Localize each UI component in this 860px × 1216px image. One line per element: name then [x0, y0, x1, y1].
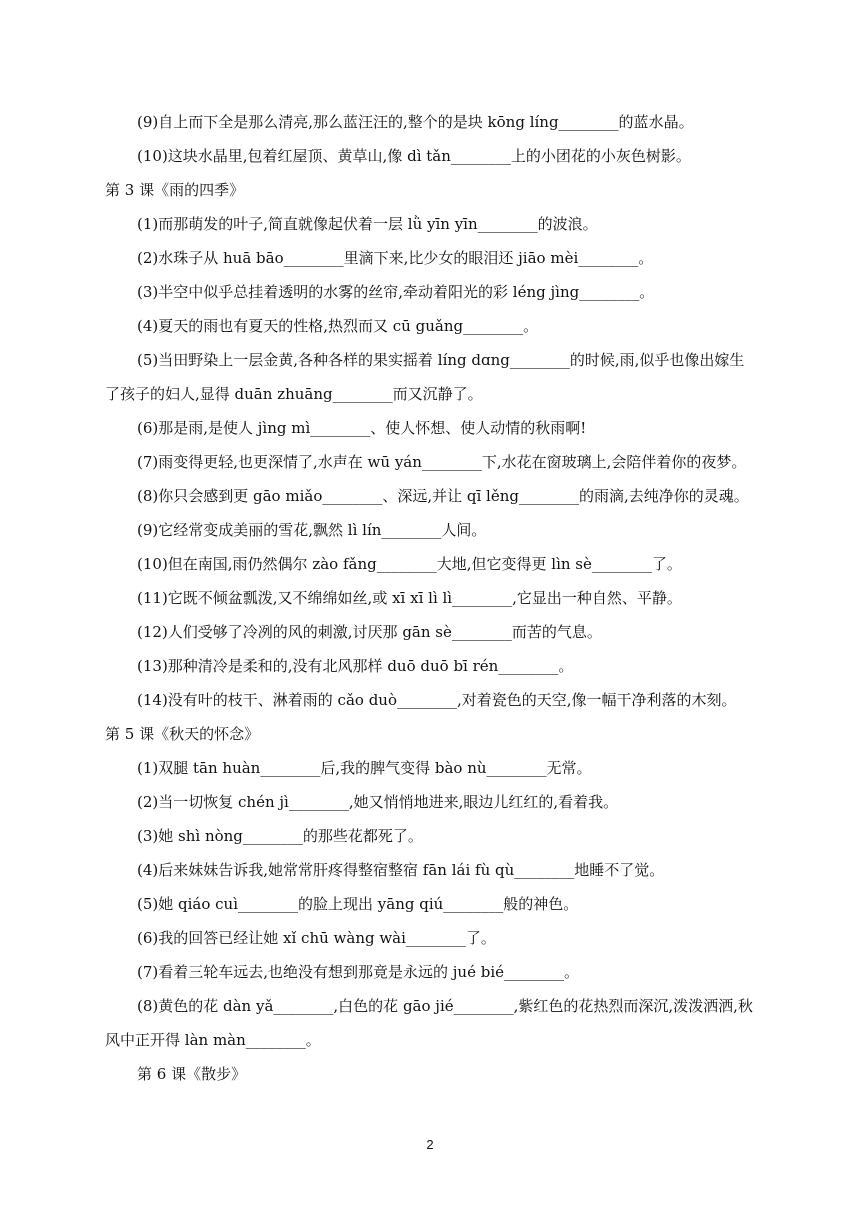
question-6-lesson5: (6)我的回答已经让她 xǐ chū wàng wài________了。	[137, 929, 496, 947]
lesson-6-heading: 第 6 课《散步》	[137, 1065, 247, 1083]
question-1-lesson5: (1)双腿 tān huàn________后,我的脾气变得 bào nù________无常。	[137, 759, 592, 777]
question-8-lesson5: (8)黄色的花 dàn yǎ________,白色的花 gāo jié________,紫红色的花热烈而深沉,泼泼洒洒,秋	[137, 997, 753, 1015]
question-4-lesson5: (4)后来妹妹告诉我,她常常肝疼得整宿整宿 fān lái fù qù________地睡不了觉。	[137, 861, 665, 879]
question-7-lesson5: (7)看着三轮车远去,也绝没有想到那竟是永远的 jué bié________。	[137, 963, 580, 981]
question-12-lesson3: (12)人们受够了冷冽的风的刺激,讨厌那 gān sè________而苦的气息。	[137, 623, 602, 641]
question-14-lesson3: (14)没有叶的枝干、淋着雨的 cǎo duò________,对着瓷色的天空,像一幅干净利落的木刻。	[137, 691, 737, 709]
question-5-lesson5: (5)她 qiáo cuì________的脸上现出 yāng qiú________般的神色。	[137, 895, 579, 913]
question-11-lesson3: (11)它既不倾盆瓢泼,又不绵绵如丝,或 xī xī lì lì________,它显出一种自然、平静。	[137, 589, 682, 607]
question-13-lesson3: (13)那种清冷是柔和的,没有北风那样 duō duō bī rén________。	[137, 657, 574, 675]
question-4-lesson3: (4)夏天的雨也有夏天的性格,热烈而又 cū guǎng________。	[137, 317, 539, 335]
question-8-lesson5-cont: 风中正开得 làn màn________。	[105, 1031, 321, 1049]
question-3-lesson5: (3)她 shì nòng________的那些花都死了。	[137, 827, 423, 845]
question-2-lesson5: (2)当一切恢复 chén jì________,她又悄悄地进来,眼边儿红红的,看着我。	[137, 793, 619, 811]
question-10-lesson2: (10)这块水晶里,包着红屋顶、黄草山,像 dì tǎn________上的小团花的小灰色树影。	[137, 147, 691, 165]
question-6-lesson3: (6)那是雨,是使人 jìng mì________、使人怀想、使人动情的秋雨啊!	[137, 419, 587, 437]
question-9-lesson2: (9)自上而下全是那么清亮,那么蓝汪汪的,整个的是块 kōng líng________的蓝水晶。	[137, 113, 694, 131]
question-8-lesson3: (8)你只会感到更 gāo miǎo________、深远,并让 qī lěng________的雨滴,去纯净你的灵魂。	[137, 487, 749, 505]
lesson-3-heading: 第 3 课《雨的四季》	[105, 181, 245, 199]
question-9-lesson3: (9)它经常变成美丽的雪花,飘然 lì lín________人间。	[137, 521, 487, 539]
question-2-lesson3: (2)水珠子从 huā bāo________里滴下来,比少女的眼泪还 jiāo mèi________。	[137, 249, 654, 267]
page-number: 2	[426, 1137, 434, 1152]
question-3-lesson3: (3)半空中似乎总挂着透明的水雾的丝帘,牵动着阳光的彩 léng jìng________。	[137, 283, 655, 301]
question-7-lesson3: (7)雨变得更轻,也更深情了,水声在 wū yán________下,水花在窗玻璃上,会陪伴着你的夜梦。	[137, 453, 747, 471]
lesson-5-heading: 第 5 课《秋天的怀念》	[105, 725, 260, 743]
question-10-lesson3: (10)但在南国,雨仍然偶尔 zào fǎng________大地,但它变得更 lìn sè________了。	[137, 555, 682, 573]
question-1-lesson3: (1)而那萌发的叶子,简直就像起伏着一层 lǜ yīn yīn________的波浪。	[137, 215, 598, 233]
question-5-lesson3-cont: 了孩子的妇人,显得 duān zhuāng________而又沉静了。	[105, 385, 483, 403]
question-5-lesson3: (5)当田野染上一层金黄,各种各样的果实摇着 líng dɑng________的时候,雨,似乎也像出嫁生	[137, 351, 745, 369]
